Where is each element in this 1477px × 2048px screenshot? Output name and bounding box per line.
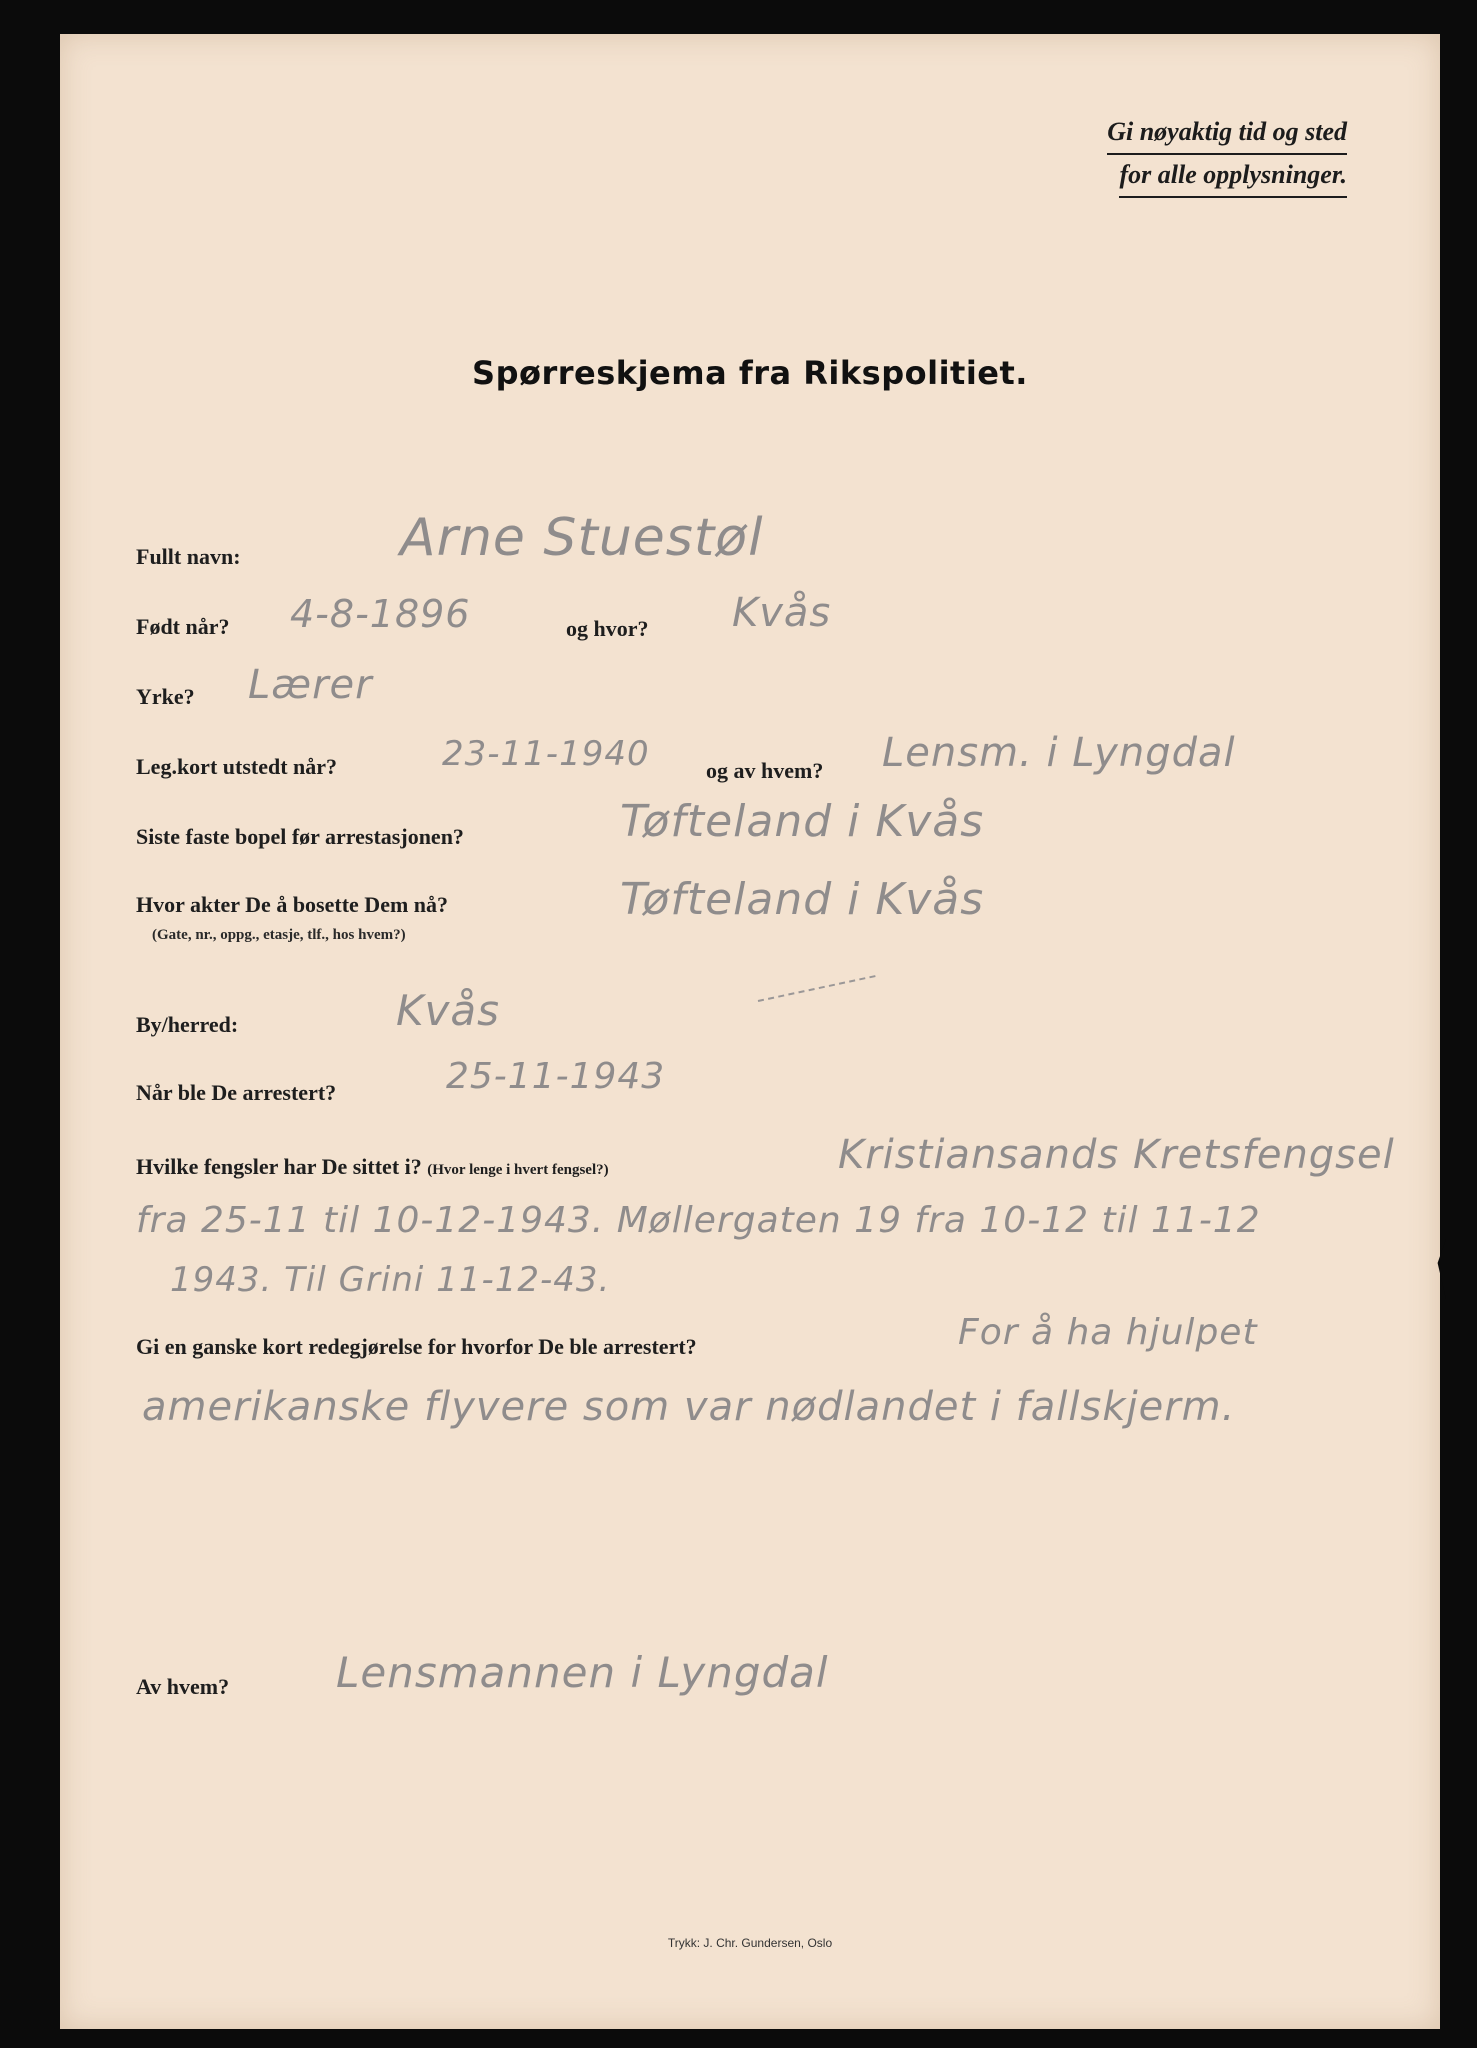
settle-where-value: Tøfteland i Kvås [620,874,985,925]
handwritten-dash [758,975,876,1002]
last-residence-label: Siste faste bopel før arrestasjonen? [136,824,464,849]
born-when-label: Født når? [136,614,230,639]
town-value: Kvås [396,986,501,1035]
header-note-line-1: Gi nøyaktig tid og sted [1107,112,1347,155]
printer-footer: Trykk: J. Chr. Gundersen, Oslo [667,1936,833,1950]
reason-line-2: amerikanske flyvere som var nødlandet i fallskjerm. [142,1384,1236,1430]
reason-label: Gi en ganske kort redegjørelse for hvorfor De ble arrestert? [136,1334,697,1359]
id-issued-by-value: Lensm. i Lyngdal [882,730,1236,776]
by-whom-value: Lensmannen i Lyngdal [336,1648,829,1697]
header-note-line-2: for alle opplysninger. [1119,155,1347,198]
born-where-value: Kvås [732,590,832,636]
occupation-label: Yrke? [136,684,195,709]
header-note [1107,112,1347,198]
page-edge-notch [1434,1239,1446,1299]
prisons-sublabel: (Hvor lenge i hvert fengsel?) [427,1162,609,1178]
born-when-value: 4-8-1896 [290,592,471,636]
arrested-when-label: Når ble De arrestert? [136,1080,337,1105]
settle-where-sublabel: (Gate, nr., oppg., etasje, tlf., hos hvem?) [152,927,406,943]
born-where-label: og hvor? [566,616,649,641]
prisons-line-3: 1943. Til Grini 11-12-43. [170,1260,611,1300]
id-issued-by-label: og av hvem? [706,758,824,783]
arrested-when-value: 25-11-1943 [446,1056,666,1097]
settle-where-label: Hvor akter De å bosette Dem nå? [136,892,449,917]
by-whom-label: Av hvem? [136,1674,230,1699]
full-name-value: Arne Stuestøl [400,508,764,568]
id-issued-when-label: Leg.kort utstedt når? [136,754,338,779]
form-title: Spørreskjema fra Rikspolitiet. [472,354,1028,392]
town-label: By/herred: [136,1012,239,1037]
occupation-value: Lærer [248,662,373,708]
prisons-line-1: Kristiansands Kretsfengsel [838,1132,1395,1178]
prisons-label [136,1154,609,1180]
prisons-line-2: fra 25-11 til 10-12-1943. Møllergaten 19 fra 10-12 til 11-12 [136,1200,1261,1241]
reason-line-1: For å ha hjulpet [958,1312,1258,1353]
form-page [60,34,1440,2029]
prisons-label-text: Hvilke fengsler har De sittet i? [136,1154,422,1179]
full-name-label: Fullt navn: [136,544,241,569]
id-issued-when-value: 23-11-1940 [442,734,650,774]
last-residence-value: Tøfteland i Kvås [620,796,985,847]
